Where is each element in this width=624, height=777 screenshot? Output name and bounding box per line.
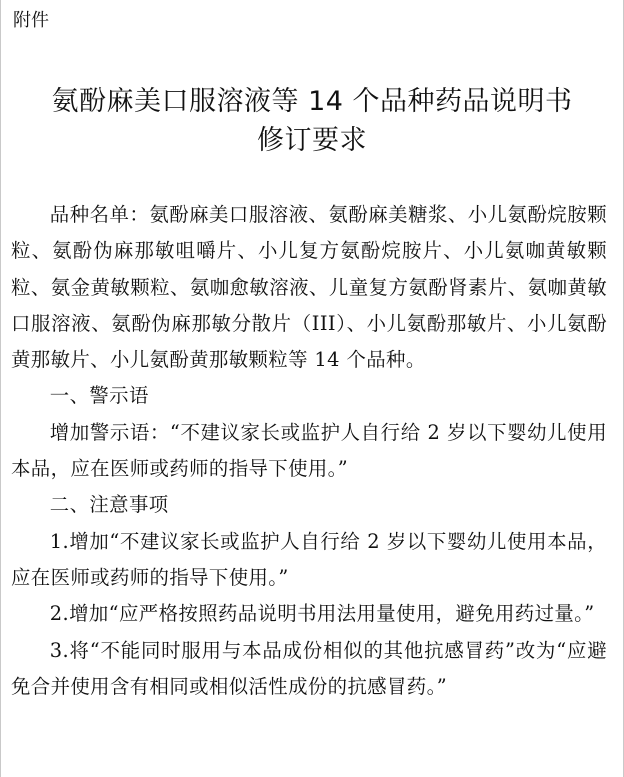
section-2-item-3: 3.将“不能同时服用与本品成份相似的其他抗感冒药”改为“应避免合并使用含有相同或相似活性成份的抗感冒药。” [11, 638, 607, 698]
variety-list-paragraph: 品种名单：氨酚麻美口服溶液、氨酚麻美糖浆、小儿氨酚烷胺颗粒、氨酚伪麻那敏咀嚼片、小儿复方氨酚烷胺片、小儿氨咖黄敏颗粒、氨金黄敏颗粒、氨咖愈敏溶液、儿童复方氨酚肾素片、氨咖黄敏口服溶液、氨酚伪麻那敏分散片（III）、小儿氨酚那敏片、小儿氨酚黄那敏片、小儿氨酚黄那敏颗粒等 14 个品种。 [11, 203, 607, 372]
section-2-item-2: 2.增加“应严格按照药品说明书用法用量使用，避免用药过量。” [49, 602, 595, 626]
document-title [1, 82, 623, 160]
title-line-1: 氨酚麻美口服溶液等 14 个品种药品说明书 [51, 86, 573, 117]
document-body [11, 197, 607, 705]
section-2-heading: 二、注意事项 [49, 493, 169, 517]
title-line-2: 修订要求 [257, 125, 367, 156]
section-1-heading: 一、警示语 [49, 384, 149, 408]
attachment-label: 附件 [13, 10, 49, 31]
section-1-content: 增加警示语：“不建议家长或监护人自行给 2 岁以下婴幼儿使用本品，应在医师或药师的指导下使用。” [11, 420, 607, 481]
section-2-item-1: 1.增加“不建议家长或监护人自行给 2 岁以下婴幼儿使用本品，应在医师或药师的指导下使用。” [11, 529, 607, 589]
